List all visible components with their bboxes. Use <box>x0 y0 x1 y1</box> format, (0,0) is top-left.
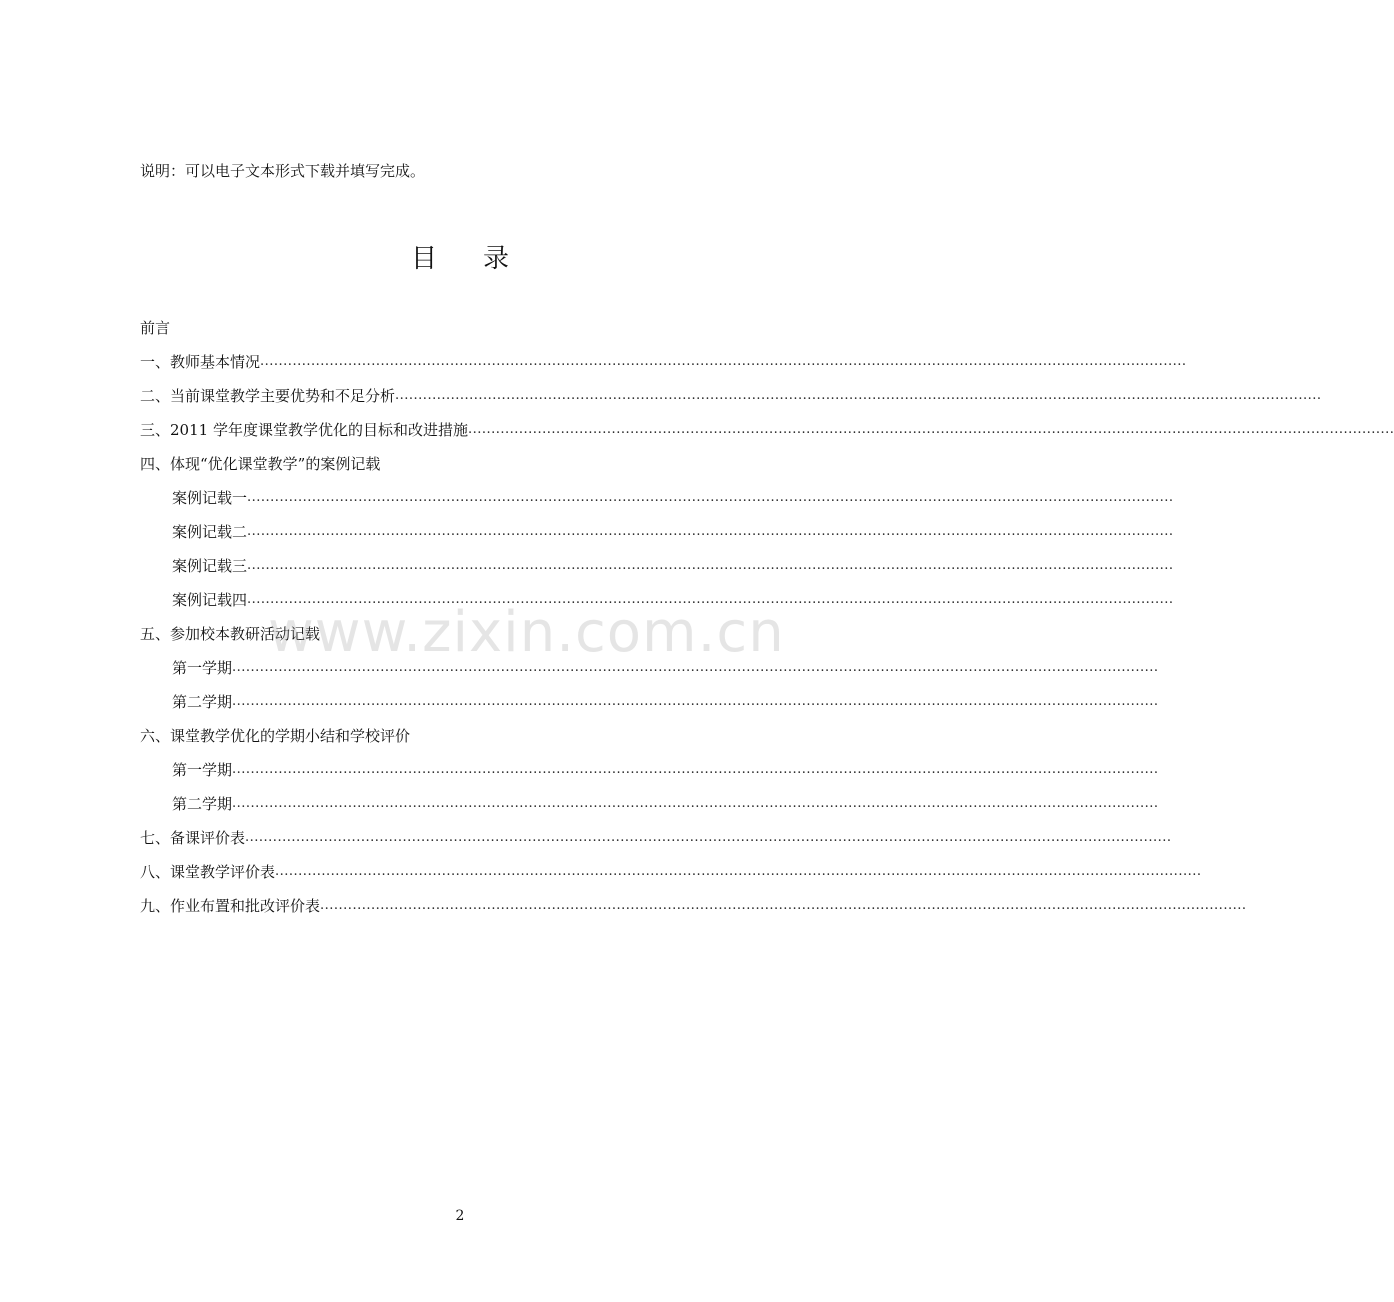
toc-entry-label: 第一学期 <box>172 760 233 779</box>
toc-entry-label: 三、2011 学年度课堂教学优化的目标和改进措施 <box>140 420 468 439</box>
toc-entry-label: 一、教师基本情况 <box>140 352 261 371</box>
toc-entry <box>140 446 743 480</box>
toc-entry <box>140 344 1187 378</box>
toc-dot-leader: ........................................................................................................................................................................................................ <box>247 489 1174 505</box>
toc-entry <box>140 888 1247 922</box>
toc-entry-label: 第一学期 <box>172 658 233 677</box>
toc-entry-label: 第二学期 <box>172 692 233 711</box>
toc-entry-label: 六、课堂教学优化的学期小结和学校评价 <box>140 726 411 745</box>
toc-dot-leader: ........................................................................................................................................................................................................ <box>320 897 1247 913</box>
toc-dot-leader: ........................................................................................................................................................................................................ <box>247 557 1174 573</box>
toc-entry-label: 案例记载三 <box>172 556 248 575</box>
toc-entry <box>140 786 1159 820</box>
toc-entry-label: 七、备课评价表 <box>140 828 246 847</box>
toc-entry-label: 四、体现“优化课堂教学”的案例记载 <box>140 454 381 473</box>
toc-dot-leader: ........................................................................................................................................................................................................ <box>395 387 1322 403</box>
toc-entry <box>140 820 1172 854</box>
toc-entry-label: 案例记载一 <box>172 488 248 507</box>
toc-entry <box>140 684 1159 718</box>
toc-dot-leader: ........................................................................................................................................................................................................ <box>247 591 1174 607</box>
toc-dot-leader: ........................................................................................................................................................................................................ <box>245 829 1172 845</box>
toc-entry-label: 案例记载二 <box>172 522 248 541</box>
watermark: www.zixin.com.cn <box>268 600 785 665</box>
toc-entry <box>140 548 1174 582</box>
toc-dot-leader: ........................................................................................................................................................................................................ <box>260 353 1187 369</box>
toc-entry-label: 九、作业布置和批改评价表 <box>140 896 321 915</box>
toc-entry <box>140 514 1174 548</box>
toc-entry-label: 案例记载四 <box>172 590 248 609</box>
page-title: 目录 <box>410 244 555 274</box>
toc-entry-label: 五、参加校本教研活动记载 <box>140 624 321 643</box>
toc-entry <box>140 412 1394 446</box>
toc-entry-label: 前言 <box>140 318 171 337</box>
toc-entry-label: 第二学期 <box>172 794 233 813</box>
toc-dot-leader: ........................................................................................................................................................................................................ <box>232 693 1159 709</box>
toc-dot-leader: ........................................................................................................................................................................................................ <box>467 421 1394 437</box>
toc-entry <box>140 378 1322 412</box>
page-number: 2 <box>455 1208 465 1224</box>
toc-dot-leader: ........................................................................................................................................................................................................ <box>275 863 1202 879</box>
toc-entry <box>140 718 743 752</box>
toc-entry <box>140 854 1202 888</box>
toc-entry-label: 八、课堂教学评价表 <box>140 862 276 881</box>
toc-dot-leader: ........................................................................................................................................................................................................ <box>232 795 1159 811</box>
toc-dot-leader: ........................................................................................................................................................................................................ <box>247 523 1174 539</box>
instruction-note: 说明：可以电子文本形式下载并填写完成。 <box>140 162 426 180</box>
toc-dot-leader: ........................................................................................................................................................................................................ <box>232 659 1159 675</box>
toc-entry-label: 二、当前课堂教学主要优势和不足分析 <box>140 386 396 405</box>
toc-entry <box>140 310 743 344</box>
toc-dot-leader: ........................................................................................................................................................................................................ <box>232 761 1159 777</box>
toc-entry <box>140 480 1174 514</box>
toc-entry <box>140 752 1159 786</box>
